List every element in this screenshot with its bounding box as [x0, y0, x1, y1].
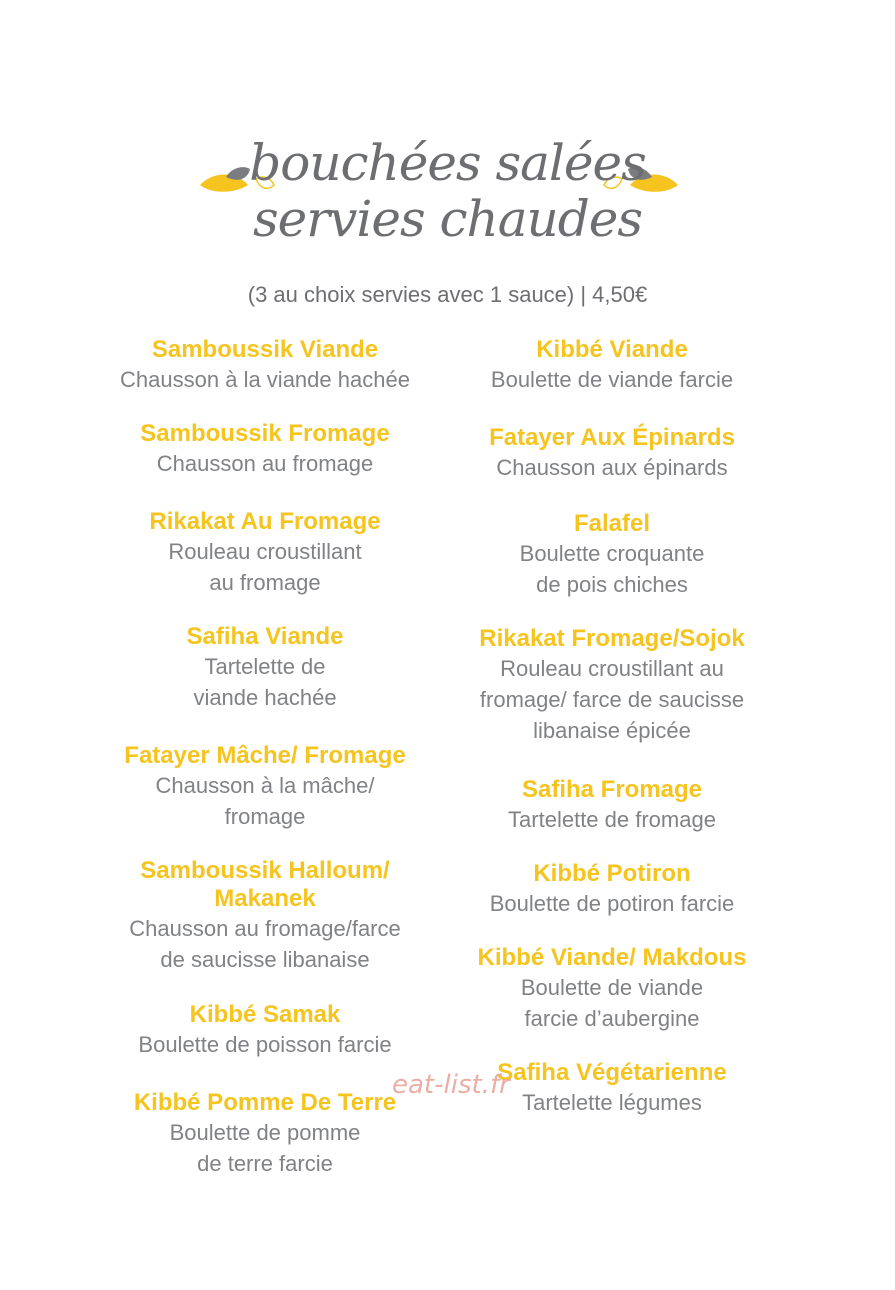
- item-description: Rouleau croustillant au fromage/ farce de saucisse libanaise épicée: [479, 656, 745, 743]
- menu-item: [448, 424, 776, 483]
- item-description: Chausson au fromage: [156, 451, 374, 476]
- item-name: Samboussik Fromage: [140, 420, 390, 447]
- menu-item: [90, 1089, 440, 1179]
- item-description: Chausson à la mâche/ fromage: [155, 773, 375, 829]
- item-description: Boulette de pomme de terre farcie: [169, 1120, 361, 1176]
- menu-item: [90, 857, 440, 975]
- item-name: Kibbé Potiron: [533, 860, 691, 887]
- menu-item: [90, 336, 440, 395]
- title-line-1: bouchées salées: [249, 134, 646, 192]
- item-name: Rikakat Fromage/Sojok: [479, 625, 745, 652]
- item-description: Boulette de viande farcie: [490, 367, 734, 392]
- item-name: Falafel: [573, 510, 651, 537]
- title-line-2: servies chaudes: [252, 190, 642, 248]
- menu-item: [448, 776, 776, 835]
- item-description: Chausson à la viande hachée: [120, 367, 410, 392]
- item-description: Tartelette de viande hachée: [193, 654, 337, 710]
- item-description: Rouleau croustillant au fromage: [168, 539, 362, 595]
- menu-item: [448, 944, 776, 1034]
- item-description: Boulette de poisson farcie: [138, 1032, 392, 1057]
- menu-item: [448, 510, 776, 600]
- item-name: Rikakat Au Fromage: [149, 508, 381, 535]
- item-name: Samboussik Viande: [151, 336, 379, 363]
- item-description: Tartelette légumes: [522, 1090, 702, 1115]
- menu-item: [90, 742, 440, 832]
- menu-item: [90, 623, 440, 713]
- item-description: Boulette croquante de pois chiches: [519, 541, 705, 597]
- item-name: Kibbé Viande/ Makdous: [477, 944, 747, 971]
- menu-item: [448, 336, 776, 395]
- item-description: Tartelette de fromage: [508, 807, 716, 832]
- item-name: Kibbé Pomme De Terre: [133, 1089, 397, 1116]
- item-name: Kibbé Viande: [536, 336, 688, 363]
- menu-item: [448, 860, 776, 919]
- item-name: Fatayer Aux Épinards: [489, 424, 735, 451]
- item-name: Kibbé Samak: [189, 1001, 341, 1028]
- menu-item: [90, 420, 440, 479]
- item-description: Boulette de viande farcie d’aubergine: [520, 975, 704, 1031]
- item-name: Safiha Végétarienne: [497, 1059, 727, 1086]
- menu-item: [448, 625, 776, 746]
- watermark: eat-list.fr: [392, 1070, 510, 1100]
- item-description: Chausson aux épinards: [496, 455, 728, 480]
- item-name: Fatayer Mâche/ Fromage: [124, 742, 406, 769]
- menu-title: [0, 135, 895, 247]
- menu-subtitle: (3 au choix servies avec 1 sauce) | 4,50€: [247, 282, 648, 307]
- menu-item: [90, 508, 440, 598]
- item-name: Samboussik Halloum/ Makanek: [140, 857, 390, 912]
- item-description: Chausson au fromage/farce de saucisse libanaise: [129, 916, 401, 972]
- item-description: Boulette de potiron farcie: [489, 891, 735, 916]
- item-name: Safiha Fromage: [521, 776, 703, 803]
- menu-item: [90, 1001, 440, 1060]
- item-name: Safiha Viande: [186, 623, 344, 650]
